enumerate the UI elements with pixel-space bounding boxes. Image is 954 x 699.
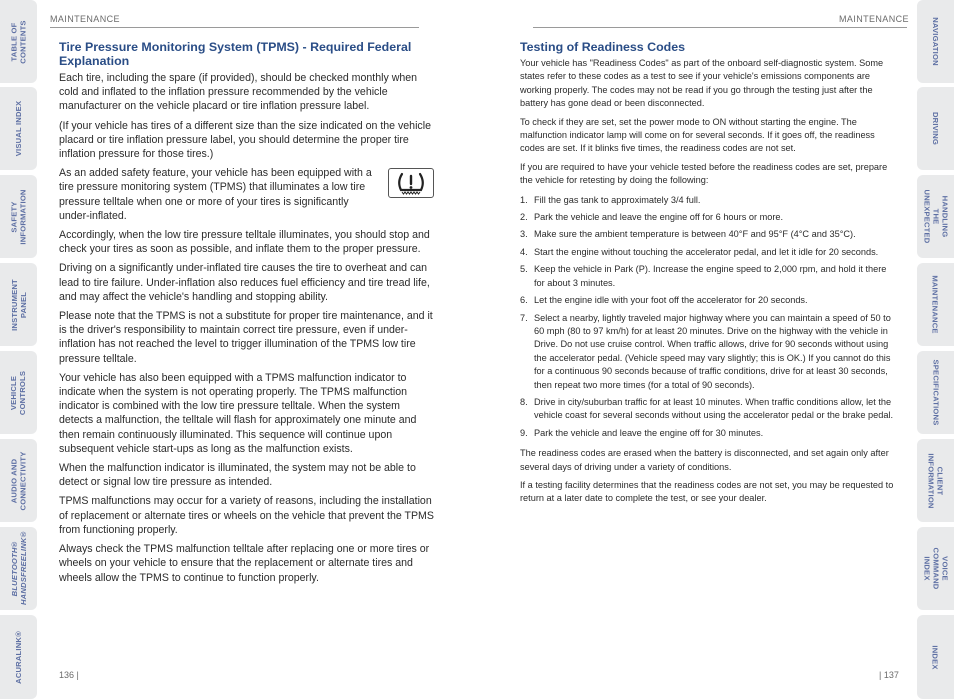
step-text: Keep the vehicle in Park (P). Increase the engine speed to 2,000 rpm, and hold it there for about 3 minutes. [534, 264, 887, 288]
step-number: 6. [520, 295, 528, 306]
paragraph: Your vehicle has also been equipped with a TPMS malfunction indicator to indicate when the system is not operating properly. The TPMS malfunction indicator is combined with the low tire pressure telltale. When the system detects a malfunction, the telltale will flash for approximately one minute and then remain continuously illuminated. This sequence will continue upon subsequent vehicle start-ups as long as the malfunction exists. [59, 371, 417, 455]
list-item [520, 246, 895, 259]
left-header-rule [50, 27, 419, 28]
paragraph: Driving on a significantly under-inflated tire causes the tire to overheat and can lead to tire failure. Under-inflation also reduces fuel efficiency and tire tread life, and may affect the vehicle's handling and stopping ability. [59, 262, 430, 303]
tab-safety-information[interactable] [0, 175, 37, 258]
readiness-codes-title: Testing of Readiness Codes [520, 40, 686, 54]
tab-acuralink[interactable] [0, 615, 37, 699]
step-text: Let the engine idle with your foot off the accelerator for 20 seconds. [534, 295, 808, 306]
left-page-content [59, 38, 434, 590]
left-section-tabs [0, 0, 37, 699]
tab-navigation[interactable] [917, 0, 954, 83]
paragraph: Accordingly, when the low tire pressure telltale illuminates, you should stop and check your tires as soon as possible, and inflate them to the proper pressure. [59, 229, 430, 256]
tpms-section-title: Tire Pressure Monitoring System (TPMS) - Required Federal Explanation [59, 40, 412, 68]
right-header-rule [533, 27, 907, 28]
tab-driving[interactable] [917, 87, 954, 170]
paragraph: If a testing facility determines that the readiness codes are not set, you may be requested to return at a later date to complete the test, or see your dealer. [520, 479, 894, 504]
paragraph: TPMS malfunctions may occur for a variety of reasons, including the installation of replacement or alternate tires or wheels on the vehicle that prevent the TPMS from functioning properly. [59, 495, 434, 536]
step-number: 7. [520, 312, 528, 323]
list-item [520, 228, 895, 241]
tab-table-of-contents[interactable] [0, 0, 37, 83]
tab-label: BLUETOOTH® HANDSFREELINK® [9, 531, 28, 605]
tab-label: DRIVING [930, 111, 940, 146]
step-number: 9. [520, 427, 528, 438]
right-page-number: | 137 [879, 670, 899, 680]
tab-label: AUDIO AND CONNECTIVITY [9, 451, 28, 510]
step-number: 2. [520, 212, 528, 223]
tab-index[interactable] [917, 615, 954, 699]
step-number: 8. [520, 396, 528, 407]
tab-vehicle-controls[interactable] [0, 351, 37, 434]
tab-specifications[interactable] [917, 351, 954, 434]
left-running-header: MAINTENANCE [50, 14, 120, 24]
right-section-tabs [917, 0, 954, 699]
list-item [520, 263, 895, 290]
tab-handling-the-unexpected[interactable] [917, 175, 954, 258]
tab-label: NAVIGATION [931, 17, 941, 66]
list-item [520, 312, 895, 392]
step-text: Fill the gas tank to approximately 3/4 full. [534, 194, 701, 205]
tab-label: ACURALINK® [14, 630, 24, 684]
step-text: Park the vehicle and leave the engine off for 30 minutes. [534, 427, 764, 438]
paragraph: When the malfunction indicator is illuminated, the system may not be able to detect or signal low tire pressure as intended. [59, 462, 416, 489]
retest-steps-list [520, 194, 895, 441]
step-text: Park the vehicle and leave the engine off for 6 hours or more. [534, 212, 784, 223]
tab-label: VOICE COMMAND INDEX [922, 547, 950, 590]
tab-label: MAINTENANCE [931, 275, 940, 334]
list-item [520, 294, 895, 307]
tab-label: VISUAL INDEX [14, 100, 23, 157]
list-item [520, 396, 895, 423]
list-item [520, 211, 895, 224]
tpms-feature-row [59, 166, 434, 228]
paragraph: (If your vehicle has tires of a different size than the size indicated on the vehicle placard or tire inflation pressure label, you should determine the proper tire inflation pressure for those tires.) [59, 119, 431, 161]
paragraph: Please note that the TPMS is not a substitute for proper tire maintenance, and it is the driver's responsibility to maintain correct tire pressure, even if under-inflation has not reached the level to trigger illumination of the TPMS low tire pressure telltale. [59, 310, 433, 365]
tab-label: INSTRUMENT PANEL [9, 278, 28, 331]
step-number: 3. [520, 229, 528, 240]
paragraph: Each tire, including the spare (if provided), should be checked monthly when cold and inflated to the inflation pressure recommended by the vehicle manufacturer on the vehicle placard or tire inflation pressure label. [59, 72, 418, 113]
tab-voice-command-index[interactable] [917, 527, 954, 610]
paragraph: If you are required to have your vehicle tested before the readiness codes are set, prepare the vehicle for retesting by doing the following: [520, 161, 888, 186]
tab-label: INDEX [931, 644, 940, 670]
tab-label: HANDLING THE UNEXPECTED [922, 189, 950, 244]
step-number: 5. [520, 264, 528, 275]
tab-client-information[interactable] [917, 439, 954, 522]
right-running-header: MAINTENANCE [839, 14, 909, 24]
left-page-number: 136 | [59, 670, 79, 680]
right-page-content [520, 38, 895, 511]
tab-instrument-panel[interactable] [0, 263, 37, 346]
tab-label: SAFETY INFORMATION [9, 188, 28, 245]
paragraph: To check if they are set, set the power mode to ON without starting the engine. The malfunction indicator lamp will come on for several seconds. If it goes off, the readiness codes are set. If it blinks five times, the readiness codes are not set. [520, 116, 875, 154]
tab-label: SPECIFICATIONS [931, 359, 941, 426]
step-text: Drive in city/suburban traffic for at least 10 minutes. When traffic conditions allow, let the vehicle coast for several seconds without using the accelerator pedal or the brake pedal. [534, 396, 894, 421]
tab-label: TABLE OF CONTENTS [9, 19, 28, 64]
list-item [520, 427, 895, 440]
tpms-warning-icon [388, 168, 434, 198]
tab-bluetooth-handsfreelink[interactable] [0, 527, 37, 610]
paragraph: Your vehicle has "Readiness Codes" as part of the onboard self-diagnostic system. Some states refer to these codes as a test to see if your vehicle's emissions components are working properly. The codes may not be read if you go through the testing just after the battery has gone dead or been disconnected. [520, 58, 884, 109]
tab-label: CLIENT INFORMATION [926, 452, 945, 509]
tab-audio-and-connectivity[interactable] [0, 439, 37, 522]
paragraph: As an added safety feature, your vehicle has been equipped with a tire pressure monitoring system (TPMS) that illuminates a low tire pressure telltale when one or more of your tires is significantly under-inflated. [59, 167, 372, 222]
tab-maintenance[interactable] [917, 263, 954, 346]
tab-visual-index[interactable] [0, 87, 37, 170]
paragraph: Always check the TPMS malfunction telltale after replacing one or more tires or wheels on your vehicle to ensure that the replacement or alternate tires and wheels allow the TPMS to continue to function properly. [59, 543, 430, 584]
step-text: Start the engine without touching the accelerator pedal, and let it idle for 20 seconds. [534, 246, 879, 257]
list-item [520, 194, 895, 207]
tab-label: VEHICLE CONTROLS [9, 370, 28, 415]
step-text: Select a nearby, lightly traveled major highway where you can maintain a speed of 50 to 60 mph (80 to 97 km/h) for at least 20 minutes. Drive on the highway with the vehicle in Drive. Do not use cruise control. When traffic allows, drive for 90 seconds without using the accelerator pedal. (Vehicle speed may vary slightly; this is OK.) If you cannot do this for a continuous 90 seconds because of traffic conditions, drive for at least 30 seconds, then repeat two more times (for a total of 90 seconds). [534, 312, 891, 390]
step-text: Make sure the ambient temperature is between 40°F and 95°F (4°C and 35°C). [534, 229, 856, 240]
paragraph: The readiness codes are erased when the battery is disconnected, and set again only after several days of driving under a variety of conditions. [520, 448, 889, 472]
step-number: 1. [520, 194, 528, 205]
step-number: 4. [520, 246, 528, 257]
